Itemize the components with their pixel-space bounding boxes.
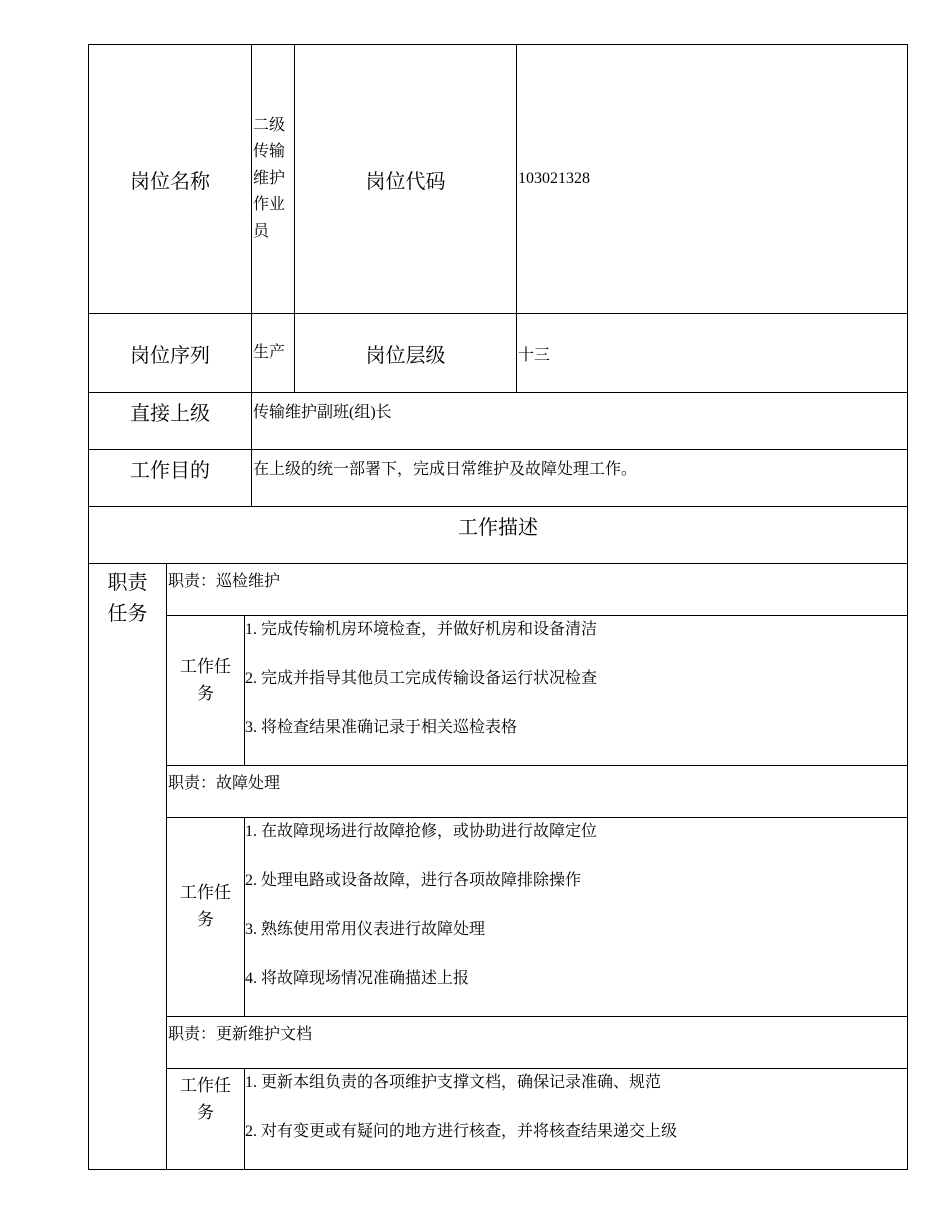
description-header-row <box>89 507 908 564</box>
job-description-table <box>88 44 908 1170</box>
task-item: 1. 更新本组负责的各项维护支撑文档，确保记录准确、规范 <box>245 1074 662 1091</box>
duty-tasks-row <box>89 818 908 1017</box>
task-item: 3. 熟练使用常用仪表进行故障处理 <box>245 921 486 938</box>
job-name-label: 岗位名称 <box>89 45 252 314</box>
job-code-value: 103021328 <box>517 45 908 314</box>
supervisor-label: 直接上级 <box>89 393 252 450</box>
duty-label <box>89 564 167 1170</box>
duty-tasks-row <box>89 1069 908 1170</box>
supervisor-value: 传输维护副班(组)长 <box>252 393 908 450</box>
task-item: 4. 将故障现场情况准确描述上报 <box>245 970 470 987</box>
task-list <box>245 818 908 1017</box>
duty-label-text: 职责任务 <box>107 572 148 625</box>
task-item: 1. 在故障现场进行故障抢修，或协助进行故障定位 <box>245 823 598 840</box>
duty-title: 职责：更新维护文档 <box>167 1017 908 1069</box>
job-series-row <box>89 314 908 393</box>
purpose-label: 工作目的 <box>89 450 252 507</box>
task-label <box>167 616 245 766</box>
task-item: 2. 处理电路或设备故障，进行各项故障排除操作 <box>245 872 582 889</box>
duty-title-row <box>89 766 908 818</box>
job-series-label: 岗位序列 <box>89 314 252 393</box>
duty-title: 职责：巡检维护 <box>167 564 908 616</box>
task-item: 3. 将检查结果准确记录于相关巡检表格 <box>245 719 518 736</box>
task-label-text: 工作任务 <box>180 656 231 703</box>
task-list <box>245 616 908 766</box>
task-item: 1. 完成传输机房环境检查，并做好机房和设备清洁 <box>245 621 598 638</box>
purpose-row <box>89 450 908 507</box>
task-label-text: 工作任务 <box>180 883 231 929</box>
job-level-label: 岗位层级 <box>295 314 517 393</box>
task-list <box>245 1069 908 1170</box>
duty-tasks-row <box>89 616 908 766</box>
job-name-value: 二级传输维护作业员 <box>252 45 295 314</box>
task-label-text: 工作任务 <box>180 1076 231 1122</box>
description-header: 工作描述 <box>89 507 908 564</box>
duty-title: 职责：故障处理 <box>167 766 908 818</box>
task-item: 2. 完成并指导其他员工完成传输设备运行状况检查 <box>245 670 598 687</box>
job-series-value: 生产 <box>252 314 295 393</box>
task-label <box>167 1069 245 1170</box>
task-label <box>167 818 245 1017</box>
job-name-row <box>89 45 908 314</box>
task-item: 2. 对有变更或有疑问的地方进行核查，并将核查结果递交上级 <box>245 1123 678 1140</box>
job-code-label: 岗位代码 <box>295 45 517 314</box>
job-level-value: 十三 <box>517 314 908 393</box>
duty-title-row <box>89 1017 908 1069</box>
duty-title-row <box>89 564 908 616</box>
purpose-value: 在上级的统一部署下，完成日常维护及故障处理工作。 <box>252 450 908 507</box>
supervisor-row <box>89 393 908 450</box>
